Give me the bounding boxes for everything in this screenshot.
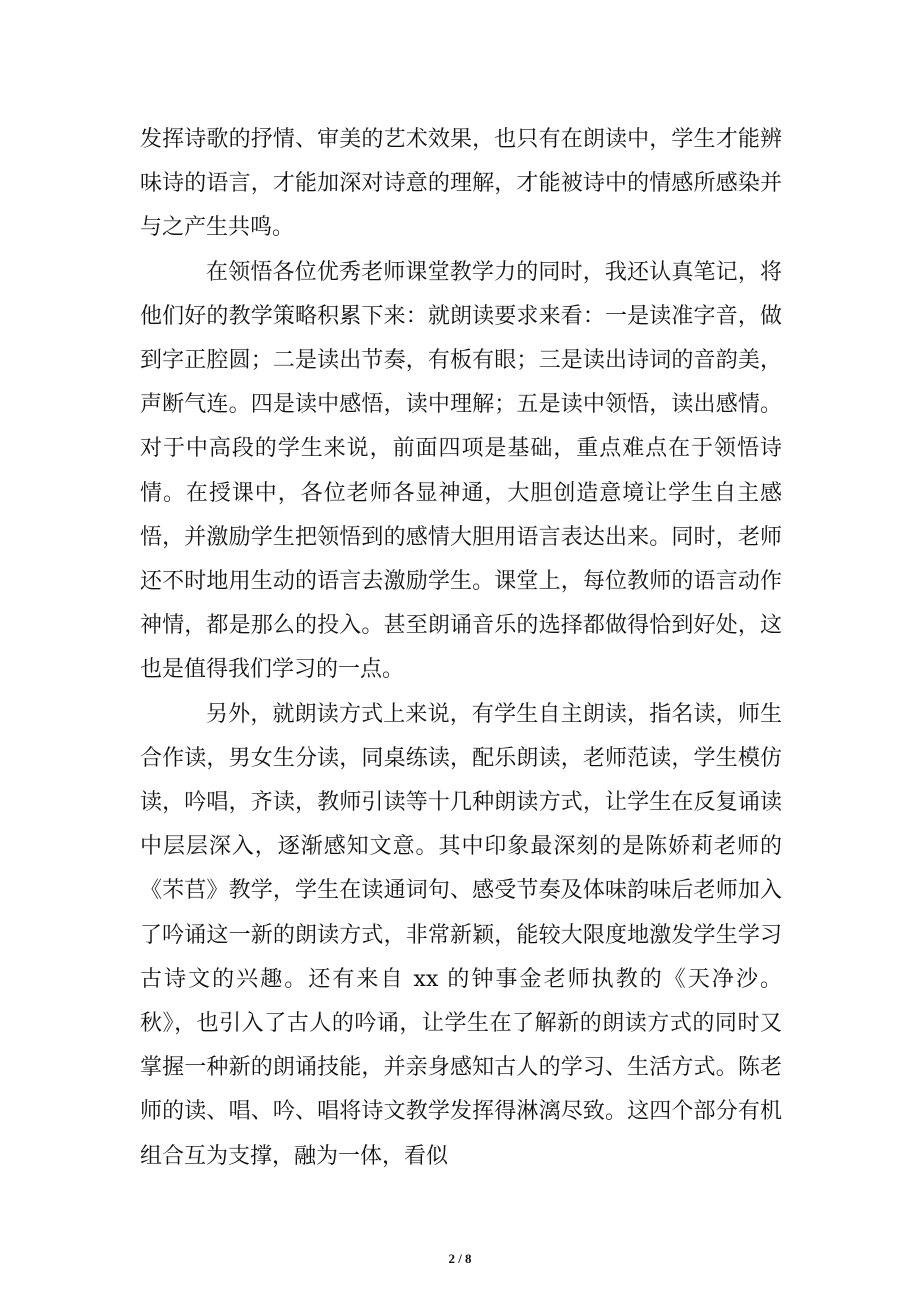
paragraph-teaching-strategies: 在领悟各位优秀老师课堂教学力的同时，我还认真笔记，将他们好的教学策略积累下来：就朗读要求来看：一是读准字音，做到字正腔圆；二是读出节奏，有板有眼；三是读出诗词的音韵美，声断气连。四是读中感悟，读中理解；五是读中领悟，读出感情。对于中高段的学生来说，前面四项是基础，重点难点在于领悟诗情。在授课中，各位老师各显神通，大胆创造意境让学生自主感悟，并激励学生把领悟到的感情大胆用语言表达出来。同时，老师还不时地用生动的语言去激励学生。课堂上，每位教师的语言动作神情，都是那么的投入。甚至朗诵音乐的选择都做得恰到好处，这也是值得我们学习的一点。 — [140, 259, 782, 683]
page-number: 2 / 8 — [448, 1251, 472, 1266]
paragraph-reading-methods: 另外，就朗读方式上来说，有学生自主朗读，指名读，师生合作读，男女生分读，同桌练读，配乐朗读，老师范读，学生模仿读，吟唱，齐读，教师引读等十几种朗读方式，让学生在反复诵读中层层深入，逐渐感知文意。其中印象最深刻的是陈娇莉老师的《芣苢》教学，学生在读通词句、感受节奏及体味韵味后老师加入了吟诵这一新的朗读方式，非常新颖，能较大限度地激发学生学习古诗文的兴趣。还有来自 xx 的钟事金老师执教的《天净沙。秋》，也引入了古人的吟诵，让学生在了解新的朗读方式的同时又掌握一种新的朗诵技能，并亲身感知古人的学习、生活方式。陈老师的读、唱、吟、唱将诗文教学发挥得淋漓尽致。这四个部分有机组合互为支撑，融为一体，看似 — [140, 701, 782, 1169]
paragraph-continuation: 发挥诗歌的抒情、审美的艺术效果，也只有在朗读中，学生才能辨味诗的语言，才能加深对诗意的理解，才能被诗中的情感所感染并与之产生共鸣。 — [140, 127, 782, 241]
document-body — [140, 118, 782, 1179]
